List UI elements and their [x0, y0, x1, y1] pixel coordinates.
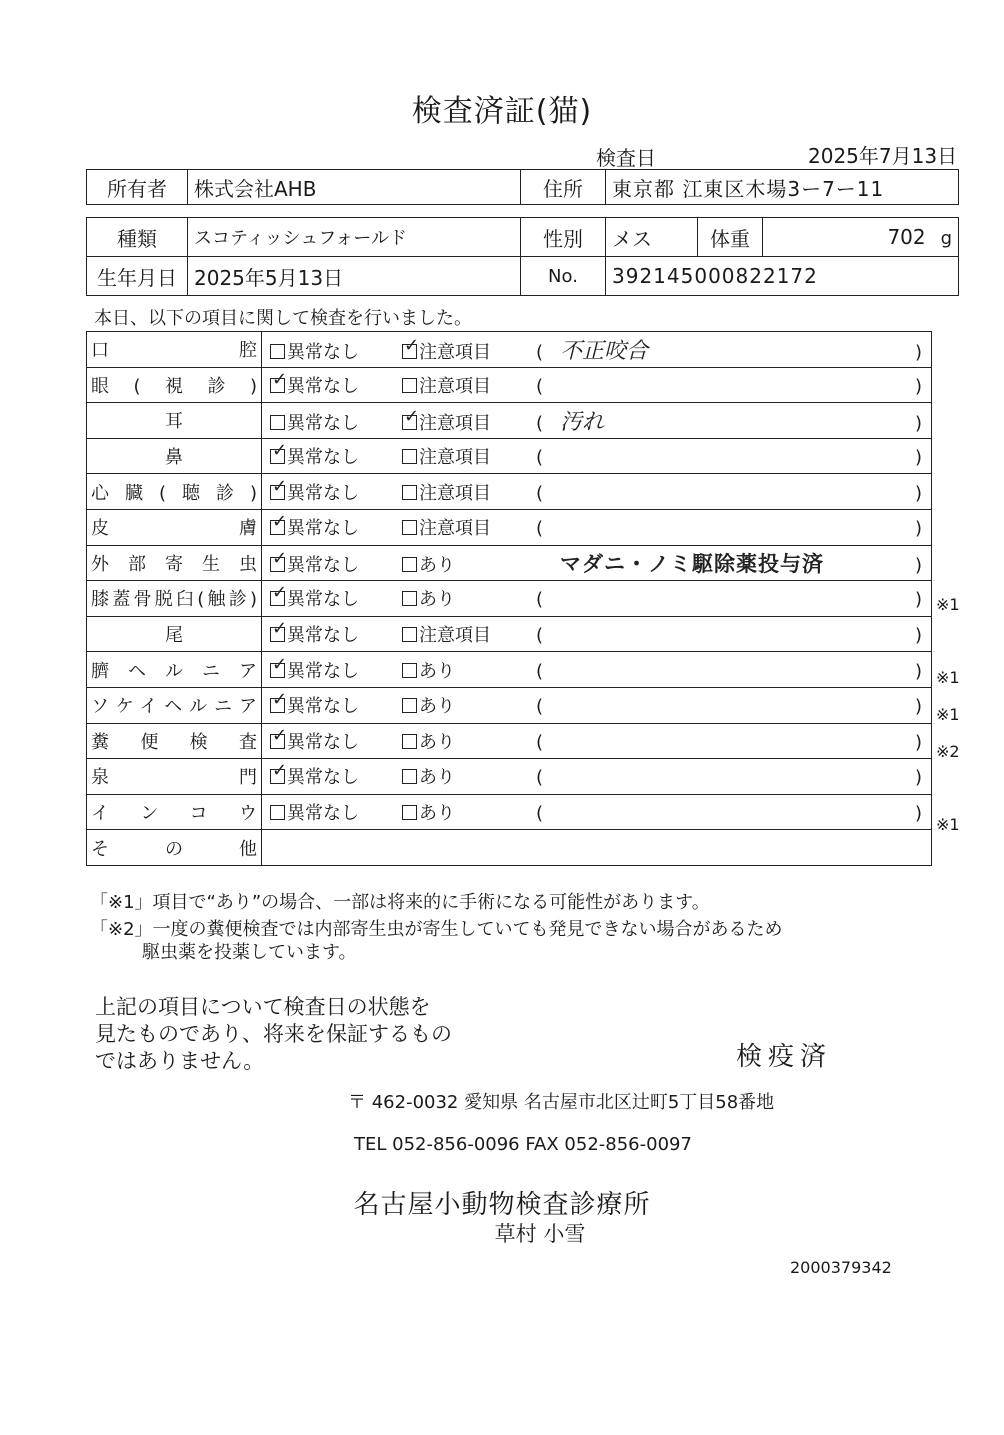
option-caution[interactable] [402, 799, 536, 825]
paren-open: ( [536, 518, 544, 540]
exam-row [87, 474, 932, 510]
paren-open: ( [536, 625, 544, 647]
option-label: 異常なし [287, 660, 359, 682]
paren-open: ( [536, 482, 544, 504]
checkbox[interactable] [402, 557, 417, 572]
paren-close: ) [914, 660, 922, 682]
exam-item-result [262, 545, 932, 581]
checkbox[interactable] [270, 653, 288, 678]
option-label: 異常なし [287, 447, 359, 469]
checkbox[interactable] [270, 805, 285, 820]
option-label: あり [419, 554, 455, 576]
exam-date-label: 検査日 [596, 146, 656, 170]
exam-row [87, 794, 932, 830]
option-label: 異常なし [287, 803, 359, 825]
option-label: 異常なし [287, 731, 359, 753]
birth-value: 2025年5月13日 [188, 257, 521, 296]
exam-row [87, 652, 932, 688]
exam-item-result [262, 794, 932, 830]
option-label: 注意項目 [419, 341, 491, 363]
exam-row [87, 723, 932, 759]
exam-item-name: 皮膚 [87, 509, 262, 545]
quarantine-stamp: 検疫済 [736, 1042, 833, 1072]
option-label: 異常なし [287, 482, 359, 504]
disclaimer [95, 994, 452, 1075]
exam-row [87, 545, 932, 581]
option-label: あり [419, 696, 455, 718]
breed-value: スコティッシュフォールド [188, 218, 521, 257]
option-normal[interactable] [270, 689, 402, 718]
exam-item-name: 糞便検査 [87, 723, 262, 759]
paren-open: ( [536, 660, 544, 682]
checkbox[interactable] [270, 415, 285, 430]
exam-row [87, 759, 932, 795]
exam-date: 2025年7月13日 [808, 144, 958, 168]
exam-item-result [262, 403, 932, 439]
other-value[interactable] [262, 830, 932, 866]
option-label: あり [419, 660, 455, 682]
paren-close: ) [914, 412, 922, 434]
weight-unit: g [940, 228, 952, 249]
checkbox[interactable] [402, 485, 417, 500]
footnote-2-line-1: 「※2」一度の糞便検査では内部寄生虫が寄生していても発見できない場合があるため [90, 919, 783, 940]
checkbox[interactable] [270, 368, 288, 393]
option-normal[interactable] [270, 724, 402, 754]
exam-item-result [262, 652, 932, 688]
option-label: 異常なし [287, 625, 359, 647]
paren-open: ( [536, 341, 544, 363]
exam-item-name: 膝蓋骨脱臼(触診) [87, 581, 262, 617]
check-mark-icon: ✓ [272, 760, 288, 782]
exam-note: 不正咬合 [560, 338, 649, 364]
option-label: 異常なし [287, 767, 359, 789]
option-label: 異常なし [287, 375, 359, 397]
exam-item-name: 尾 [87, 616, 262, 652]
checkbox[interactable] [270, 582, 288, 606]
paren-open: ( [536, 447, 544, 469]
exam-item-name: 臍ヘルニア [87, 652, 262, 688]
paren-close: ) [914, 696, 922, 718]
checkbox[interactable] [270, 440, 288, 464]
exam-item-name: 外部寄生虫 [87, 545, 262, 581]
option-label: あり [419, 731, 455, 753]
checkbox[interactable] [402, 520, 417, 535]
paren-close: ) [914, 625, 922, 647]
option-normal[interactable] [270, 368, 402, 398]
checkbox[interactable] [402, 449, 417, 464]
paren-open: ( [536, 803, 544, 825]
paren-close: ) [914, 767, 922, 789]
check-mark-icon: ✓ [272, 440, 288, 462]
disclaimer-line: ではありません。 [95, 1049, 265, 1073]
paren-open: ( [536, 767, 544, 789]
option-label: 注意項目 [419, 412, 491, 434]
option-label: 注意項目 [419, 482, 491, 504]
option-normal[interactable] [270, 475, 402, 505]
exam-item-result [262, 581, 932, 617]
exam-item-result [262, 759, 932, 795]
checkbox[interactable] [270, 344, 285, 359]
footnote-mark: ※1 [936, 705, 960, 724]
checkbox[interactable] [270, 547, 288, 572]
option-label: あり [419, 589, 455, 611]
checkbox[interactable] [402, 378, 417, 393]
checkbox[interactable] [270, 689, 288, 713]
paren-open: ( [536, 731, 544, 753]
checkbox[interactable] [402, 334, 420, 359]
breed-label: 種類 [87, 218, 188, 257]
option-normal[interactable] [270, 618, 402, 647]
birth-label: 生年月日 [87, 257, 188, 296]
option-caution[interactable] [402, 621, 536, 647]
exam-row [87, 332, 932, 368]
document-title: 検査済証(猫) [411, 94, 593, 129]
check-mark-icon: ✓ [272, 511, 288, 533]
exam-item-name: 心臓(聴診) [87, 474, 262, 510]
option-normal[interactable] [270, 653, 402, 683]
option-normal[interactable] [270, 547, 402, 577]
checkbox[interactable] [402, 663, 417, 678]
paren-open: ( [536, 589, 544, 611]
paren-close: ) [914, 482, 922, 504]
owner-table [86, 169, 959, 205]
exam-item-result [262, 474, 932, 510]
option-normal[interactable] [270, 582, 402, 611]
exam-item-result [262, 438, 932, 474]
option-caution[interactable] [402, 763, 536, 789]
option-normal[interactable] [270, 440, 402, 469]
option-caution[interactable] [402, 372, 536, 398]
checkbox[interactable] [402, 591, 417, 606]
exam-item-result [262, 723, 932, 759]
footnote-mark: ※1 [936, 668, 960, 688]
exam-item-name: 耳 [87, 403, 262, 439]
footnote-2-line-2: 駆虫薬を投薬しています。 [142, 942, 357, 963]
sex-label: 性別 [521, 218, 606, 257]
owner-label: 所有者 [87, 170, 188, 205]
checkbox[interactable] [270, 724, 288, 749]
option-normal[interactable] [270, 409, 402, 435]
checkbox[interactable] [270, 760, 288, 784]
option-caution[interactable] [402, 334, 536, 364]
option-normal[interactable] [270, 760, 402, 789]
option-caution[interactable] [402, 692, 536, 718]
check-mark-icon: ✓ [272, 724, 288, 746]
checkbox[interactable] [402, 805, 417, 820]
checkbox[interactable] [402, 769, 417, 784]
clinic-address: 〒 462-0032 愛知県 名古屋市北区辻町5丁目58番地 [348, 1092, 775, 1113]
check-mark-icon: ✓ [404, 334, 420, 356]
check-mark-icon: ✓ [272, 475, 288, 497]
checkbox[interactable] [270, 511, 288, 535]
option-normal[interactable] [270, 799, 402, 825]
option-label: あり [419, 767, 455, 789]
checkbox[interactable] [402, 405, 420, 430]
exam-row [87, 509, 932, 545]
checkbox[interactable] [270, 475, 288, 500]
exam-item-name: 口腔 [87, 332, 262, 368]
clinic-phone: TEL 052-856-0096 FAX 052-856-0097 [354, 1134, 692, 1155]
footnote-mark: ※1 [936, 814, 960, 834]
option-caution[interactable] [402, 514, 536, 540]
no-label: No. [521, 257, 606, 296]
no-value: 392145000822172 [606, 257, 959, 296]
exam-item-name: インコウ [87, 794, 262, 830]
other-label: その他 [87, 830, 262, 866]
exam-row [87, 438, 932, 474]
exam-table [86, 331, 932, 866]
paren-open: ( [536, 412, 544, 434]
paren-close: ) [914, 554, 922, 576]
exam-item-result [262, 509, 932, 545]
paren-close: ) [914, 518, 922, 540]
check-mark-icon: ✓ [272, 689, 288, 711]
exam-item-name: ソケイヘルニア [87, 687, 262, 723]
option-label: あり [419, 803, 455, 825]
option-caution[interactable] [402, 479, 536, 505]
exam-item-result [262, 367, 932, 403]
exam-item-name: 泉門 [87, 759, 262, 795]
check-mark-icon: ✓ [272, 582, 288, 604]
option-caution[interactable] [402, 443, 536, 469]
exam-note: 汚れ [560, 409, 605, 435]
option-normal[interactable] [270, 511, 402, 540]
check-mark-icon: ✓ [272, 547, 288, 569]
weight-value: 702 [887, 225, 926, 249]
option-label: 異常なし [287, 518, 359, 540]
owner-value: 株式会社AHB [188, 170, 521, 205]
option-label: 異常なし [287, 696, 359, 718]
checkbox[interactable] [402, 698, 417, 713]
intro-text: 本日、以下の項目に関して検査を行いました。 [94, 308, 472, 329]
option-label: 注意項目 [419, 447, 491, 469]
clinic-name: 名古屋小動物検査診療所 [353, 1190, 651, 1220]
option-label: 注意項目 [419, 518, 491, 540]
footnote-1: 「※1」項目で“あり”の場合、一部は将来的に手術になる可能性があります。 [90, 892, 710, 913]
option-label: 異常なし [287, 554, 359, 576]
exam-row [87, 616, 932, 652]
doctor-name: 草村 小雪 [494, 1222, 586, 1246]
paren-close: ) [914, 589, 922, 611]
exam-note: マダニ・ノミ駆除薬投与済 [560, 551, 824, 576]
address-label: 住所 [521, 170, 606, 205]
address-value: 東京都 江東区木場3ー7ー11 [606, 170, 959, 205]
animal-info-table [86, 217, 959, 296]
weight-label: 体重 [698, 218, 763, 257]
option-caution[interactable] [402, 405, 536, 435]
exam-row [87, 687, 932, 723]
option-label: 注意項目 [419, 375, 491, 397]
exam-item-result [262, 332, 932, 368]
checkbox[interactable] [402, 627, 417, 642]
check-mark-icon: ✓ [404, 405, 420, 427]
check-mark-icon: ✓ [272, 368, 288, 390]
exam-item-name: 鼻 [87, 438, 262, 474]
exam-item-result [262, 616, 932, 652]
option-caution[interactable] [402, 657, 536, 683]
option-label: 異常なし [287, 589, 359, 611]
checkbox[interactable] [270, 618, 288, 642]
paren-open: ( [536, 696, 544, 718]
paren-close: ) [914, 803, 922, 825]
disclaimer-line: 上記の項目について検査日の状態を [95, 995, 431, 1019]
option-caution[interactable] [402, 728, 536, 754]
disclaimer-line: 見たものであり、将来を保証するもの [95, 1022, 452, 1046]
footnote-mark: ※2 [936, 741, 960, 761]
paren-close: ) [914, 341, 922, 363]
exam-row [87, 403, 932, 439]
exam-item-result [262, 687, 932, 723]
option-normal[interactable] [270, 338, 402, 364]
paren-close: ) [914, 447, 922, 469]
option-label: 異常なし [287, 412, 359, 434]
weight-cell [763, 218, 959, 257]
option-label: 異常なし [287, 341, 359, 363]
exam-row [87, 367, 932, 403]
check-mark-icon: ✓ [272, 653, 288, 675]
option-caution[interactable] [402, 585, 536, 611]
paren-close: ) [914, 375, 922, 397]
paren-open: ( [536, 375, 544, 397]
exam-row-other [87, 830, 932, 866]
sex-value: メス [606, 218, 698, 257]
paren-close: ) [914, 731, 922, 753]
option-caution[interactable] [402, 551, 536, 577]
checkbox[interactable] [402, 734, 417, 749]
option-label: 注意項目 [419, 625, 491, 647]
check-mark-icon: ✓ [272, 618, 288, 640]
exam-row [87, 581, 932, 617]
footnote-mark: ※1 [936, 595, 960, 615]
exam-item-name: 眼(視診) [87, 367, 262, 403]
serial-number: 2000379342 [790, 1258, 892, 1277]
